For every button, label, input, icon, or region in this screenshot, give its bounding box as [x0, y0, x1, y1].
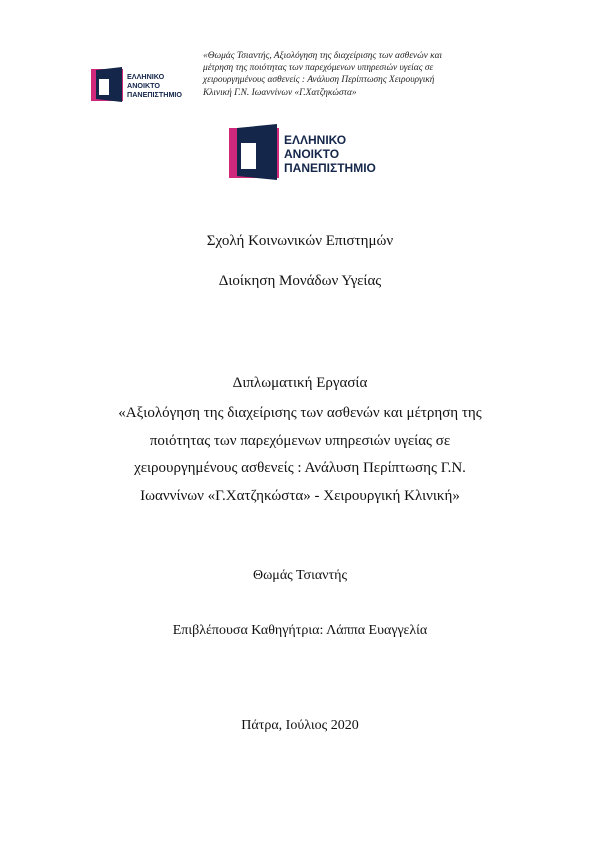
logo-text-line-1: ΕΛΛΗΝΙΚΟ [284, 133, 347, 147]
thesis-title-line: χειρουργημένους ασθενείς : Ανάλυση Περίπτωσης Γ.Ν. [134, 460, 466, 476]
logo-text-line-3: ΠΑΝΕΠΙΣΤΗΜΙΟ [127, 90, 183, 99]
header-note-line: Κλινική Γ.Ν. Ιωαννίνων «Γ.Χατζηκώστα» [203, 87, 357, 98]
logo-book-page [99, 79, 109, 95]
program-name: Διοίκηση Μονάδων Υγείας [218, 273, 382, 289]
main-university-logo [229, 124, 389, 180]
thesis-title-line: ποιότητας των παρεχόμενων υπηρεσιών υγείας σε [149, 432, 451, 449]
logo-text-line-3: ΠΑΝΕΠΙΣΤΗΜΙΟ [284, 161, 376, 175]
logo-text-line-2: ΑΝΟΙΚΤΟ [127, 81, 161, 90]
thesis-title-line: «Αξιολόγηση της διαχείρισης των ασθενών και μέτρηση της [118, 405, 482, 421]
school-name: Σχολή Κοινωνικών Επιστημών [206, 233, 394, 249]
header-note-line: χειρουργημένους ασθενείς : Ανάλυση Περίπτωσης Χειρουργική [203, 75, 435, 86]
thesis-title [0, 400, 600, 510]
thesis-type: Διπλωματική Εργασία [232, 375, 368, 391]
place-and-date: Πάτρα, Ιούλιος 2020 [241, 718, 359, 733]
university-logo-mark [229, 124, 389, 180]
header-university-logo [91, 67, 191, 103]
header-note-line: μέτρηση της ποιότητας των παρεχόμενων υπηρεσιών υγείας σε [203, 63, 434, 74]
university-logo-mark [91, 67, 191, 103]
header-citation-note [203, 50, 493, 99]
logo-text-line-2: ΑΝΟΙΚΤΟ [284, 147, 340, 161]
thesis-title-line: Ιωαννίνων «Γ.Χατζηκώστα» - Χειρουργική Κλινική» [140, 487, 460, 504]
supervisor-line: Επιβλέπουσα Καθηγήτρια: Λάππα Ευαγγελία [172, 623, 428, 638]
author-name: Θωμάς Τσιαντής [252, 568, 347, 583]
logo-book-page [241, 143, 256, 169]
header-note-line: «Θωμάς Τσιαντής, Αξιολόγηση της διαχείρισης των ασθενών και [203, 51, 443, 61]
logo-text-line-1: ΕΛΛΗΝΙΚΟ [127, 72, 165, 81]
